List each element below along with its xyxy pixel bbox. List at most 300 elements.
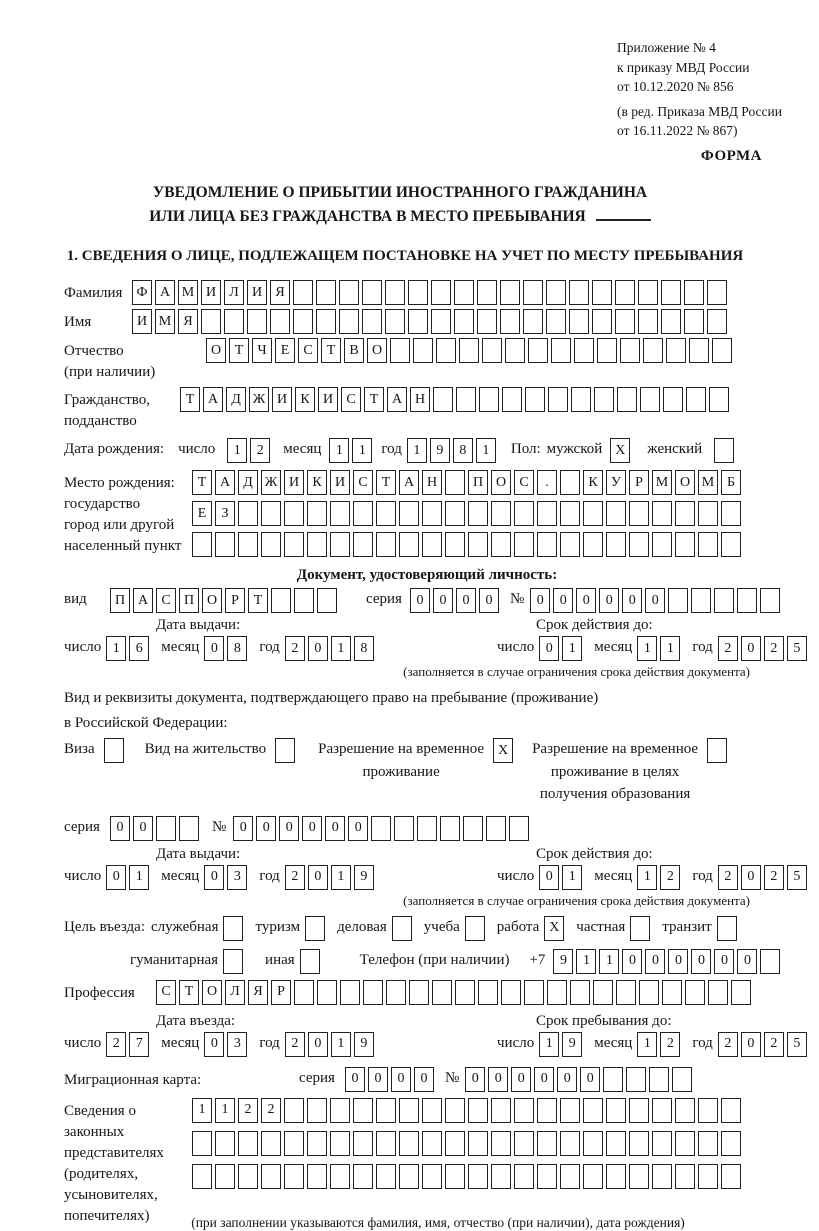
char-box[interactable]: Т	[248, 588, 268, 613]
char-box[interactable]	[433, 387, 453, 412]
char-box[interactable]	[698, 1164, 718, 1189]
char-box[interactable]: Я	[248, 980, 268, 1005]
char-box[interactable]: О	[675, 470, 695, 495]
char-box[interactable]	[505, 338, 525, 363]
stay-day-boxes[interactable]	[539, 1032, 585, 1057]
char-box[interactable]: В	[344, 338, 364, 363]
char-box[interactable]	[271, 588, 291, 613]
char-box[interactable]	[330, 532, 350, 557]
char-box[interactable]	[560, 1098, 580, 1123]
char-box[interactable]	[672, 1067, 692, 1092]
char-box[interactable]: 1	[476, 438, 496, 463]
sex-male-checkbox[interactable]	[610, 438, 633, 463]
expiry-day-boxes[interactable]	[539, 865, 585, 890]
char-box[interactable]	[620, 338, 640, 363]
char-box[interactable]: 0	[256, 816, 276, 841]
identity-doc-series-boxes[interactable]	[410, 588, 502, 613]
char-box[interactable]	[413, 338, 433, 363]
char-box[interactable]	[468, 1098, 488, 1123]
char-box[interactable]: 7	[129, 1032, 149, 1057]
char-box[interactable]	[238, 1164, 258, 1189]
char-box[interactable]: 1	[227, 438, 247, 463]
char-box[interactable]	[675, 1131, 695, 1156]
char-box[interactable]	[597, 338, 617, 363]
char-box[interactable]	[537, 1164, 557, 1189]
char-box[interactable]	[661, 280, 681, 305]
char-box[interactable]	[330, 1164, 350, 1189]
migration-card-series-boxes[interactable]	[345, 1067, 437, 1092]
char-box[interactable]: М	[178, 280, 198, 305]
char-box[interactable]	[491, 532, 511, 557]
char-box[interactable]	[307, 1164, 327, 1189]
char-box[interactable]: С	[514, 470, 534, 495]
char-box[interactable]: Н	[410, 387, 430, 412]
char-box[interactable]	[454, 280, 474, 305]
char-box[interactable]	[717, 916, 737, 941]
char-box[interactable]: А	[155, 280, 175, 305]
char-box[interactable]	[482, 338, 502, 363]
char-box[interactable]: И	[330, 470, 350, 495]
char-box[interactable]	[524, 980, 544, 1005]
char-box[interactable]: 2	[718, 1032, 738, 1057]
char-box[interactable]: 0	[741, 636, 761, 661]
char-box[interactable]	[675, 501, 695, 526]
char-box[interactable]	[353, 501, 373, 526]
char-box[interactable]: 0	[456, 588, 476, 613]
char-box[interactable]	[293, 309, 313, 334]
char-box[interactable]: 0	[233, 816, 253, 841]
char-box[interactable]: Р	[629, 470, 649, 495]
char-box[interactable]	[330, 1131, 350, 1156]
char-box[interactable]	[386, 980, 406, 1005]
char-box[interactable]: С	[298, 338, 318, 363]
char-box[interactable]: С	[156, 980, 176, 1005]
char-box[interactable]	[275, 738, 295, 763]
char-box[interactable]	[316, 309, 336, 334]
char-box[interactable]: Ж	[261, 470, 281, 495]
char-box[interactable]	[537, 1131, 557, 1156]
issue-month-boxes[interactable]	[204, 865, 250, 890]
char-box[interactable]	[630, 916, 650, 941]
issue-day-boxes[interactable]	[106, 636, 152, 661]
patronymic-boxes[interactable]	[206, 338, 735, 363]
char-box[interactable]: Т	[192, 470, 212, 495]
char-box[interactable]	[686, 387, 706, 412]
char-box[interactable]	[284, 1131, 304, 1156]
char-box[interactable]: 0	[391, 1067, 411, 1092]
char-box[interactable]: 2	[106, 1032, 126, 1057]
char-box[interactable]	[560, 1164, 580, 1189]
residence-doc-series-boxes[interactable]	[110, 816, 202, 841]
char-box[interactable]	[459, 338, 479, 363]
char-box[interactable]	[422, 501, 442, 526]
char-box[interactable]: 0	[741, 1032, 761, 1057]
char-box[interactable]	[399, 1131, 419, 1156]
char-box[interactable]: С	[353, 470, 373, 495]
char-box[interactable]: П	[468, 470, 488, 495]
char-box[interactable]	[307, 1098, 327, 1123]
stay-month-boxes[interactable]	[637, 1032, 683, 1057]
char-box[interactable]: М	[155, 309, 175, 334]
char-box[interactable]: Т	[179, 980, 199, 1005]
char-box[interactable]	[593, 980, 613, 1005]
char-box[interactable]	[399, 501, 419, 526]
purpose-checkbox[interactable]	[300, 949, 323, 974]
char-box[interactable]: 2	[660, 865, 680, 890]
char-box[interactable]	[385, 280, 405, 305]
char-box[interactable]	[571, 387, 591, 412]
char-box[interactable]	[479, 387, 499, 412]
char-box[interactable]: И	[132, 309, 152, 334]
char-box[interactable]	[284, 532, 304, 557]
char-box[interactable]	[431, 309, 451, 334]
issue-month-boxes[interactable]	[204, 636, 250, 661]
char-box[interactable]	[399, 1164, 419, 1189]
char-box[interactable]: С	[341, 387, 361, 412]
char-box[interactable]: 0	[622, 588, 642, 613]
birthplace-boxes-row3[interactable]	[192, 532, 744, 557]
char-box[interactable]: Д	[238, 470, 258, 495]
char-box[interactable]	[376, 501, 396, 526]
char-box[interactable]	[583, 1131, 603, 1156]
char-box[interactable]	[594, 387, 614, 412]
char-box[interactable]	[422, 1098, 442, 1123]
char-box[interactable]: X	[493, 738, 513, 763]
char-box[interactable]	[353, 532, 373, 557]
char-box[interactable]	[721, 1164, 741, 1189]
char-box[interactable]	[261, 1131, 281, 1156]
char-box[interactable]: 0	[410, 588, 430, 613]
birthplace-boxes-row2[interactable]	[192, 501, 744, 526]
char-box[interactable]	[455, 980, 475, 1005]
char-box[interactable]	[606, 1098, 626, 1123]
char-box[interactable]: 0	[668, 949, 688, 974]
char-box[interactable]: У	[606, 470, 626, 495]
char-box[interactable]	[436, 338, 456, 363]
char-box[interactable]	[363, 980, 383, 1005]
char-box[interactable]	[284, 1098, 304, 1123]
stay-year-boxes[interactable]	[718, 1032, 810, 1057]
char-box[interactable]	[592, 280, 612, 305]
char-box[interactable]	[617, 387, 637, 412]
purpose-checkbox[interactable]	[465, 916, 488, 941]
char-box[interactable]: 8	[227, 636, 247, 661]
char-box[interactable]	[708, 980, 728, 1005]
char-box[interactable]: 0	[645, 588, 665, 613]
char-box[interactable]: 1	[562, 636, 582, 661]
char-box[interactable]: 2	[764, 865, 784, 890]
char-box[interactable]: 1	[407, 438, 427, 463]
char-box[interactable]: И	[272, 387, 292, 412]
char-box[interactable]: 2	[718, 636, 738, 661]
char-box[interactable]	[371, 816, 391, 841]
char-box[interactable]	[698, 1098, 718, 1123]
char-box[interactable]	[192, 532, 212, 557]
char-box[interactable]: Е	[192, 501, 212, 526]
issue-year-boxes[interactable]	[285, 636, 377, 661]
char-box[interactable]	[394, 816, 414, 841]
char-box[interactable]	[376, 1131, 396, 1156]
char-box[interactable]	[629, 1164, 649, 1189]
char-box[interactable]: А	[215, 470, 235, 495]
char-box[interactable]	[760, 588, 780, 613]
char-box[interactable]	[592, 309, 612, 334]
char-box[interactable]	[362, 280, 382, 305]
char-box[interactable]	[192, 1131, 212, 1156]
char-box[interactable]: 0	[580, 1067, 600, 1092]
char-box[interactable]	[525, 387, 545, 412]
char-box[interactable]: 1	[599, 949, 619, 974]
char-box[interactable]	[626, 1067, 646, 1092]
char-box[interactable]	[514, 501, 534, 526]
char-box[interactable]: 0	[539, 865, 559, 890]
char-box[interactable]	[606, 501, 626, 526]
char-box[interactable]	[353, 1131, 373, 1156]
char-box[interactable]: 1	[562, 865, 582, 890]
expiry-month-boxes[interactable]	[637, 636, 683, 661]
char-box[interactable]	[300, 949, 320, 974]
char-box[interactable]	[698, 532, 718, 557]
char-box[interactable]	[432, 980, 452, 1005]
char-box[interactable]	[707, 738, 727, 763]
char-box[interactable]	[317, 588, 337, 613]
char-box[interactable]	[528, 338, 548, 363]
char-box[interactable]: 0	[488, 1067, 508, 1092]
char-box[interactable]	[353, 1164, 373, 1189]
char-box[interactable]	[445, 1164, 465, 1189]
char-box[interactable]: 2	[285, 636, 305, 661]
char-box[interactable]	[223, 916, 243, 941]
char-box[interactable]	[445, 470, 465, 495]
char-box[interactable]	[284, 501, 304, 526]
char-box[interactable]	[548, 387, 568, 412]
char-box[interactable]: 2	[250, 438, 270, 463]
char-box[interactable]: П	[110, 588, 130, 613]
purpose-checkbox[interactable]	[544, 916, 567, 941]
purpose-checkbox[interactable]	[392, 916, 415, 941]
char-box[interactable]	[294, 980, 314, 1005]
char-box[interactable]	[547, 980, 567, 1005]
char-box[interactable]	[215, 1131, 235, 1156]
char-box[interactable]: К	[295, 387, 315, 412]
char-box[interactable]: Ч	[252, 338, 272, 363]
char-box[interactable]: С	[156, 588, 176, 613]
char-box[interactable]: О	[202, 980, 222, 1005]
char-box[interactable]	[422, 1131, 442, 1156]
char-box[interactable]: Ф	[132, 280, 152, 305]
char-box[interactable]: 0	[204, 865, 224, 890]
char-box[interactable]	[629, 1131, 649, 1156]
char-box[interactable]	[376, 1164, 396, 1189]
char-box[interactable]: 1	[331, 636, 351, 661]
char-box[interactable]: И	[201, 280, 221, 305]
char-box[interactable]: 5	[787, 636, 807, 661]
char-box[interactable]: 2	[285, 1032, 305, 1057]
char-box[interactable]	[238, 1131, 258, 1156]
char-box[interactable]	[500, 309, 520, 334]
char-box[interactable]	[390, 338, 410, 363]
option-temp-permit-edu-checkbox[interactable]	[698, 738, 730, 763]
sex-female-checkbox[interactable]	[714, 438, 737, 463]
char-box[interactable]: Я	[270, 280, 290, 305]
char-box[interactable]	[491, 501, 511, 526]
char-box[interactable]: К	[583, 470, 603, 495]
char-box[interactable]	[104, 738, 124, 763]
char-box[interactable]: 0	[302, 816, 322, 841]
representatives-boxes-row2[interactable]	[192, 1131, 744, 1156]
char-box[interactable]	[546, 280, 566, 305]
char-box[interactable]	[491, 1098, 511, 1123]
char-box[interactable]	[662, 980, 682, 1005]
char-box[interactable]	[417, 816, 437, 841]
char-box[interactable]	[261, 1164, 281, 1189]
entry-day-boxes[interactable]	[106, 1032, 152, 1057]
char-box[interactable]: Д	[226, 387, 246, 412]
char-box[interactable]	[339, 280, 359, 305]
char-box[interactable]: О	[367, 338, 387, 363]
char-box[interactable]	[721, 501, 741, 526]
char-box[interactable]	[603, 1067, 623, 1092]
char-box[interactable]: 0	[539, 636, 559, 661]
char-box[interactable]: 1	[637, 636, 657, 661]
char-box[interactable]	[737, 588, 757, 613]
char-box[interactable]: 9	[354, 865, 374, 890]
char-box[interactable]: 2	[718, 865, 738, 890]
char-box[interactable]	[502, 387, 522, 412]
char-box[interactable]	[560, 501, 580, 526]
char-box[interactable]: 1	[539, 1032, 559, 1057]
char-box[interactable]	[445, 1098, 465, 1123]
char-box[interactable]	[468, 501, 488, 526]
char-box[interactable]	[422, 1164, 442, 1189]
char-box[interactable]	[698, 1131, 718, 1156]
char-box[interactable]	[408, 309, 428, 334]
char-box[interactable]: 0	[622, 949, 642, 974]
char-box[interactable]	[709, 387, 729, 412]
char-box[interactable]: 1	[331, 1032, 351, 1057]
char-box[interactable]	[675, 1098, 695, 1123]
char-box[interactable]: 2	[660, 1032, 680, 1057]
char-box[interactable]	[294, 588, 314, 613]
char-box[interactable]: X	[544, 916, 564, 941]
char-box[interactable]	[649, 1067, 669, 1092]
char-box[interactable]	[238, 501, 258, 526]
char-box[interactable]	[317, 980, 337, 1005]
char-box[interactable]	[698, 501, 718, 526]
char-box[interactable]	[509, 816, 529, 841]
entry-year-boxes[interactable]	[285, 1032, 377, 1057]
char-box[interactable]	[362, 309, 382, 334]
char-box[interactable]	[652, 1098, 672, 1123]
char-box[interactable]: 1	[660, 636, 680, 661]
char-box[interactable]: 9	[354, 1032, 374, 1057]
char-box[interactable]	[606, 1131, 626, 1156]
migration-card-number-boxes[interactable]	[465, 1067, 695, 1092]
char-box[interactable]	[707, 309, 727, 334]
citizenship-boxes[interactable]	[180, 387, 732, 412]
char-box[interactable]	[284, 1164, 304, 1189]
char-box[interactable]: 8	[354, 636, 374, 661]
residence-doc-number-boxes[interactable]	[233, 816, 532, 841]
char-box[interactable]	[685, 980, 705, 1005]
char-box[interactable]	[399, 1098, 419, 1123]
char-box[interactable]: З	[215, 501, 235, 526]
char-box[interactable]	[675, 532, 695, 557]
char-box[interactable]: 2	[238, 1098, 258, 1123]
char-box[interactable]: П	[179, 588, 199, 613]
char-box[interactable]	[305, 916, 325, 941]
char-box[interactable]: О	[202, 588, 222, 613]
char-box[interactable]	[491, 1164, 511, 1189]
char-box[interactable]	[652, 532, 672, 557]
char-box[interactable]: 9	[562, 1032, 582, 1057]
char-box[interactable]: Т	[364, 387, 384, 412]
char-box[interactable]	[339, 309, 359, 334]
char-box[interactable]	[440, 816, 460, 841]
char-box[interactable]	[293, 280, 313, 305]
char-box[interactable]	[261, 532, 281, 557]
char-box[interactable]	[340, 980, 360, 1005]
char-box[interactable]	[546, 309, 566, 334]
char-box[interactable]	[330, 1098, 350, 1123]
char-box[interactable]	[478, 980, 498, 1005]
char-box[interactable]	[261, 501, 281, 526]
char-box[interactable]: 0	[279, 816, 299, 841]
char-box[interactable]	[385, 309, 405, 334]
char-box[interactable]: 0	[414, 1067, 434, 1092]
birthdate-month-boxes[interactable]	[329, 438, 375, 463]
char-box[interactable]	[215, 1164, 235, 1189]
char-box[interactable]	[684, 309, 704, 334]
expiry-day-boxes[interactable]	[539, 636, 585, 661]
char-box[interactable]	[638, 280, 658, 305]
char-box[interactable]	[707, 280, 727, 305]
char-box[interactable]	[560, 470, 580, 495]
char-box[interactable]: 1	[192, 1098, 212, 1123]
firstname-boxes[interactable]	[132, 309, 730, 334]
char-box[interactable]	[486, 816, 506, 841]
char-box[interactable]	[468, 1164, 488, 1189]
char-box[interactable]	[247, 309, 267, 334]
char-box[interactable]: 2	[261, 1098, 281, 1123]
identity-doc-kind-boxes[interactable]	[110, 588, 340, 613]
char-box[interactable]	[638, 309, 658, 334]
char-box[interactable]	[663, 387, 683, 412]
char-box[interactable]	[661, 309, 681, 334]
char-box[interactable]	[431, 280, 451, 305]
char-box[interactable]	[445, 1131, 465, 1156]
char-box[interactable]: 0	[106, 865, 126, 890]
char-box[interactable]: И	[318, 387, 338, 412]
char-box[interactable]	[551, 338, 571, 363]
char-box[interactable]	[616, 980, 636, 1005]
purpose-checkbox[interactable]	[717, 916, 740, 941]
char-box[interactable]: И	[284, 470, 304, 495]
char-box[interactable]	[477, 309, 497, 334]
char-box[interactable]: 5	[787, 865, 807, 890]
char-box[interactable]: Л	[224, 280, 244, 305]
char-box[interactable]: 0	[204, 636, 224, 661]
char-box[interactable]: 2	[764, 1032, 784, 1057]
profession-boxes[interactable]	[156, 980, 754, 1005]
char-box[interactable]	[583, 1098, 603, 1123]
char-box[interactable]	[468, 532, 488, 557]
char-box[interactable]	[689, 338, 709, 363]
representatives-boxes-row1[interactable]	[192, 1098, 744, 1123]
representatives-boxes-row3[interactable]	[192, 1164, 744, 1189]
char-box[interactable]: 1	[637, 865, 657, 890]
char-box[interactable]: Е	[275, 338, 295, 363]
